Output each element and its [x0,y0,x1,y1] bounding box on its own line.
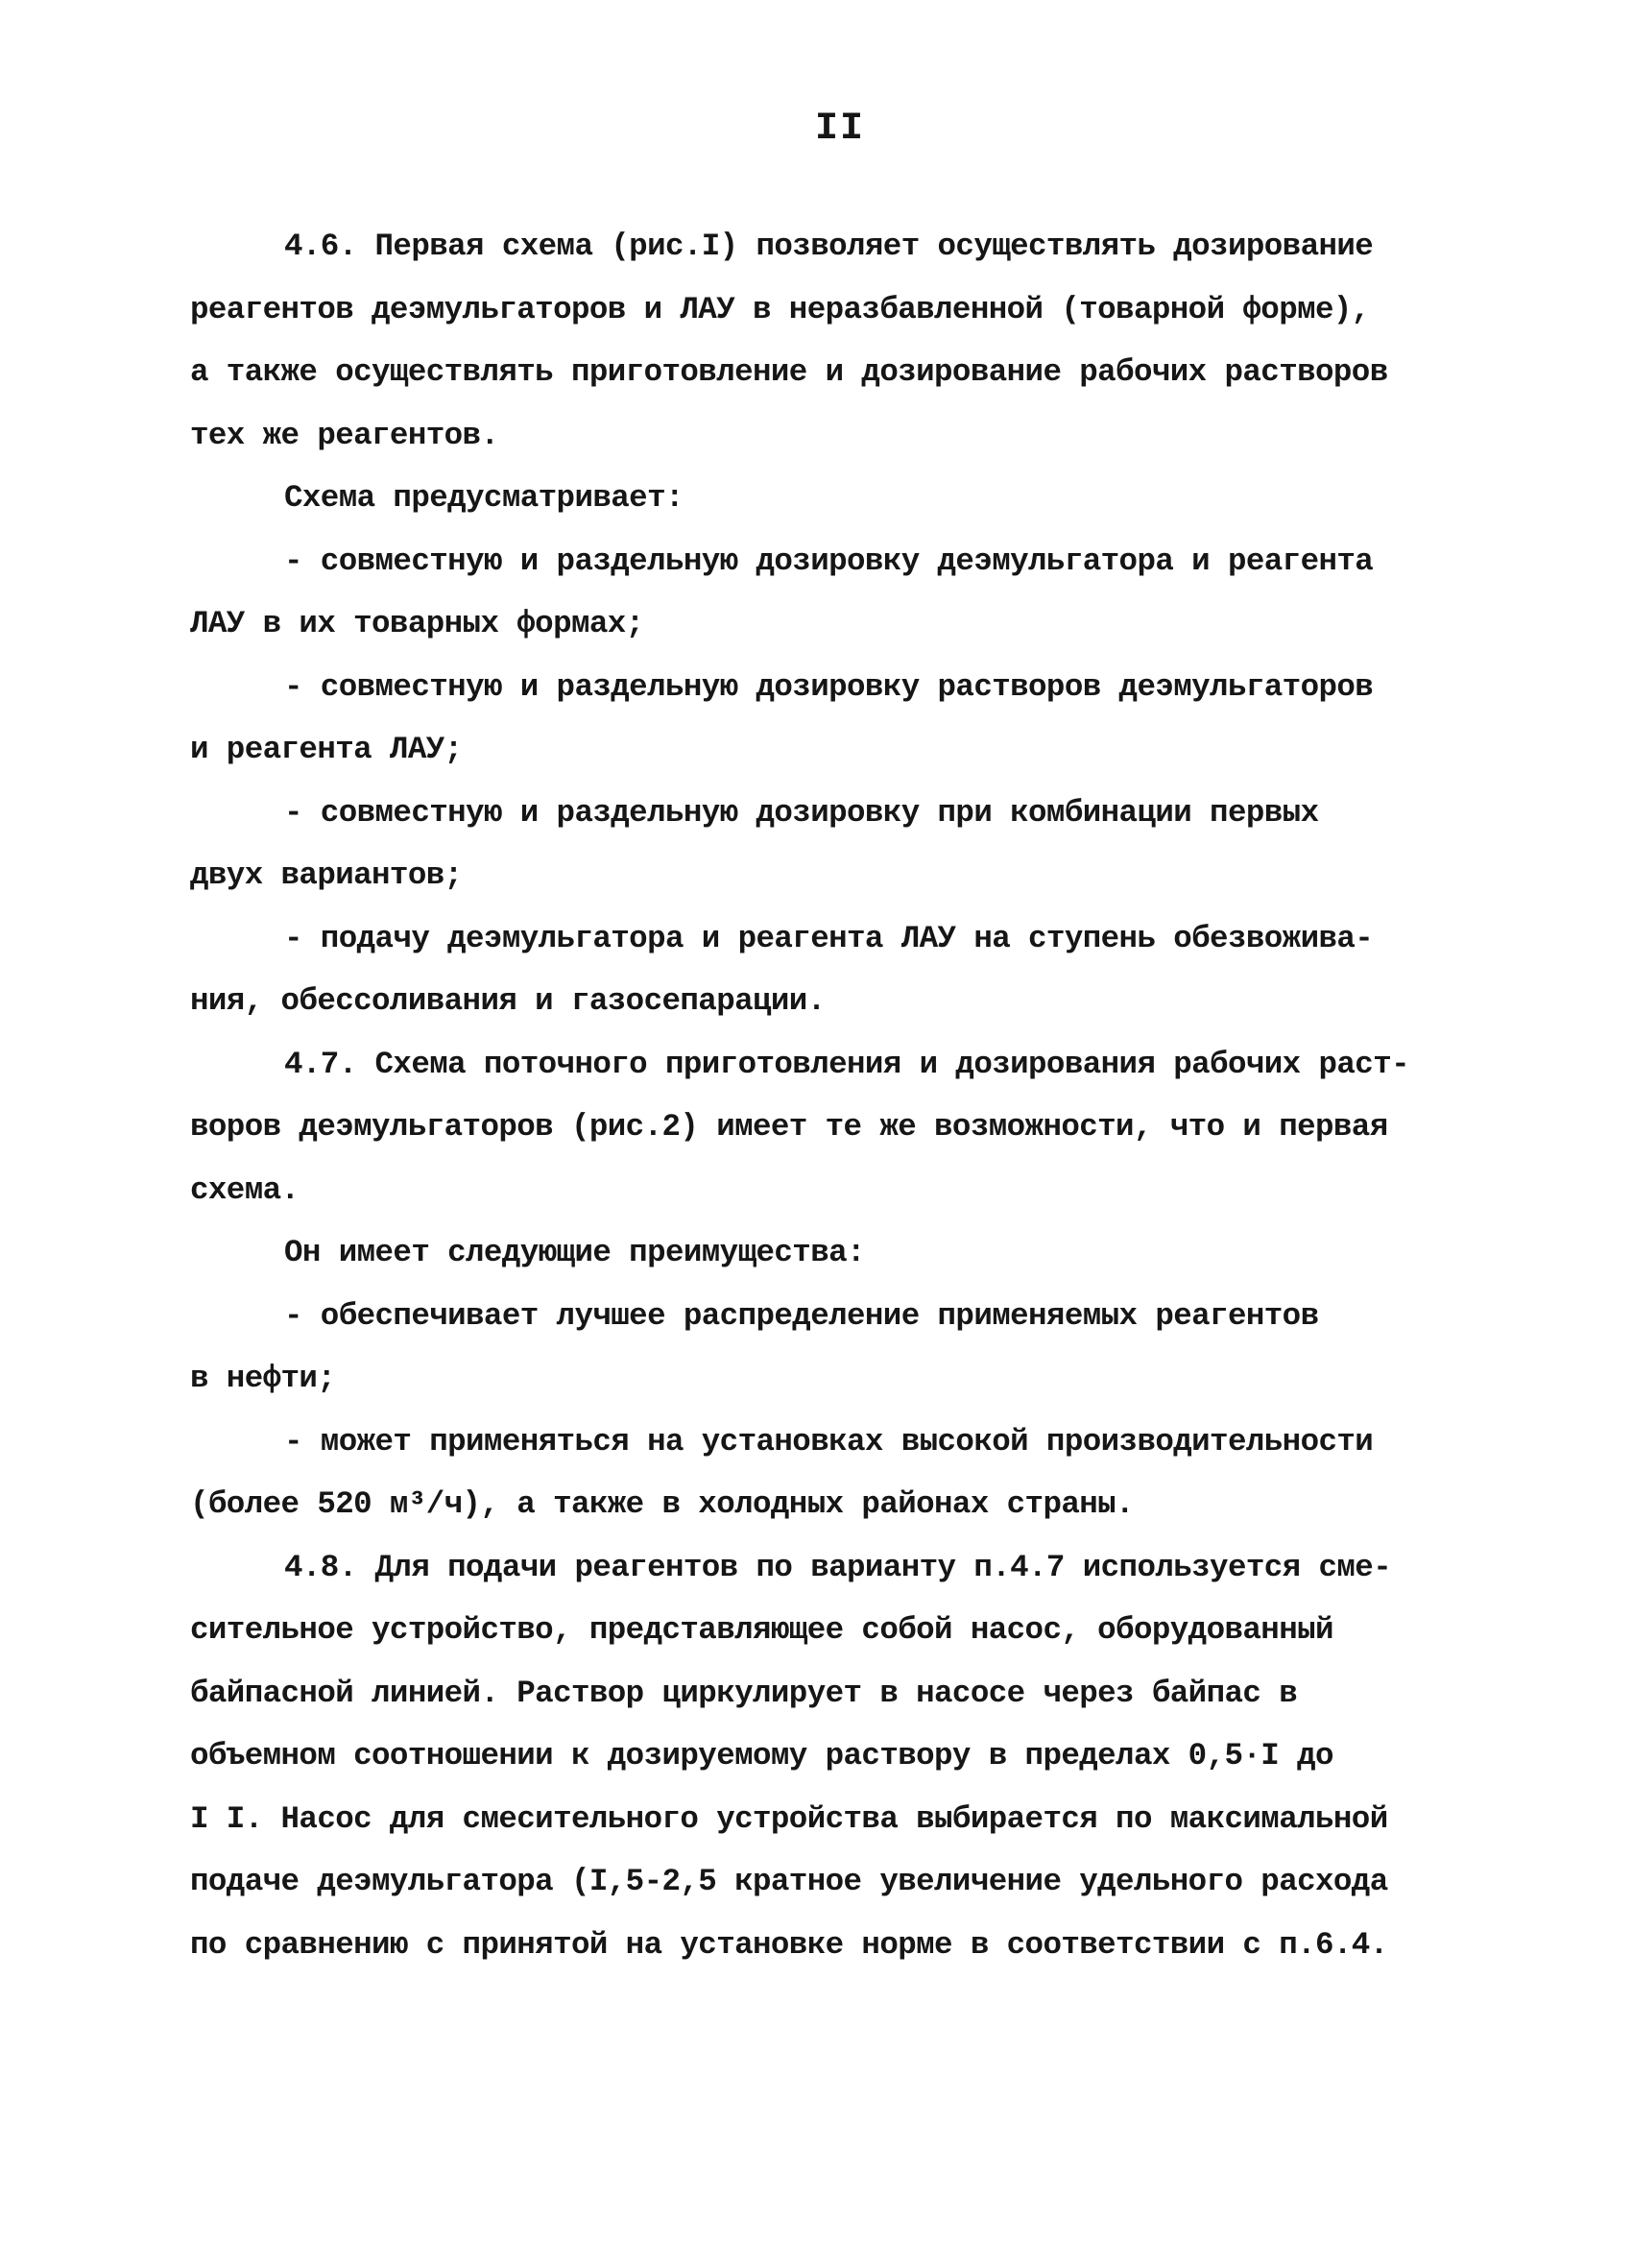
text-line: и реагента ЛАУ; [190,732,463,767]
text-line: воров деэмульгаторов (рис.2) имеет те же возможности, что и первая [190,1109,1388,1145]
text-line: 4.8. Для подачи реагентов по варианту п.4.7 используется сме- [284,1549,1392,1585]
text-line: 4.7. Схема поточного приготовления и дозирования рабочих раст- [284,1046,1409,1082]
text-line: двух вариантов; [190,857,463,893]
text-line: тех же реагентов. [190,417,499,453]
text-line: ния, обессоливания и газосепарации. [190,983,826,1019]
text-line: - совместную и раздельную дозировку при комбинации первых [284,794,1319,831]
text-line: - может применяться на установках высокой производительности [284,1423,1374,1460]
text-line: - обеспечивает лучшее распределение применяемых реагентов [284,1297,1319,1334]
document-body [190,215,1450,1976]
text-line: реагентов деэмульгаторов и ЛАУ в неразбавленной (товарной форме), [190,291,1370,327]
text-line: а также осуществлять приготовление и дозирование рабочих растворов [190,354,1388,390]
page-number: II [814,108,865,151]
text-line: - совместную и раздельную дозировку растворов деэмульгаторов [284,668,1374,705]
text-line: Он имеет следующие преимущества: [284,1235,865,1270]
text-line: сительное устройство, представляющее собой насос, оборудованный [190,1612,1333,1648]
text-line: подаче деэмульгатора (I,5-2,5 кратное увеличение удельного расхода [190,1864,1388,1899]
text-line: байпасной линией. Раствор циркулирует в насосе через байпас в [190,1675,1298,1711]
text-line: - совместную и раздельную дозировку деэмульгатора и реагента [284,543,1374,579]
text-line: - подачу деэмульгатора и реагента ЛАУ на ступень обезвожива- [284,920,1374,956]
text-line: I I. Насос для смесительного устройства выбирается по максимальной [190,1800,1388,1837]
text-line: 4.6. Первая схема (рис.I) позволяет осуществлять дозирование [284,229,1374,264]
text-line: Схема предусматривает: [284,480,684,516]
text-line: (более 520 м³/ч), а также в холодных районах страны. [190,1486,1134,1522]
text-line: по сравнению с принятой на установке норме в соответствии с п.6.4. [190,1926,1388,1963]
text-line: в нефти; [190,1361,336,1396]
text-line: объемном соотношении к дозируемому раствору в пределах 0,5·I до [190,1738,1333,1773]
text-line: схема. [190,1171,300,1208]
text-line: ЛАУ в их товарных формах; [190,606,644,641]
